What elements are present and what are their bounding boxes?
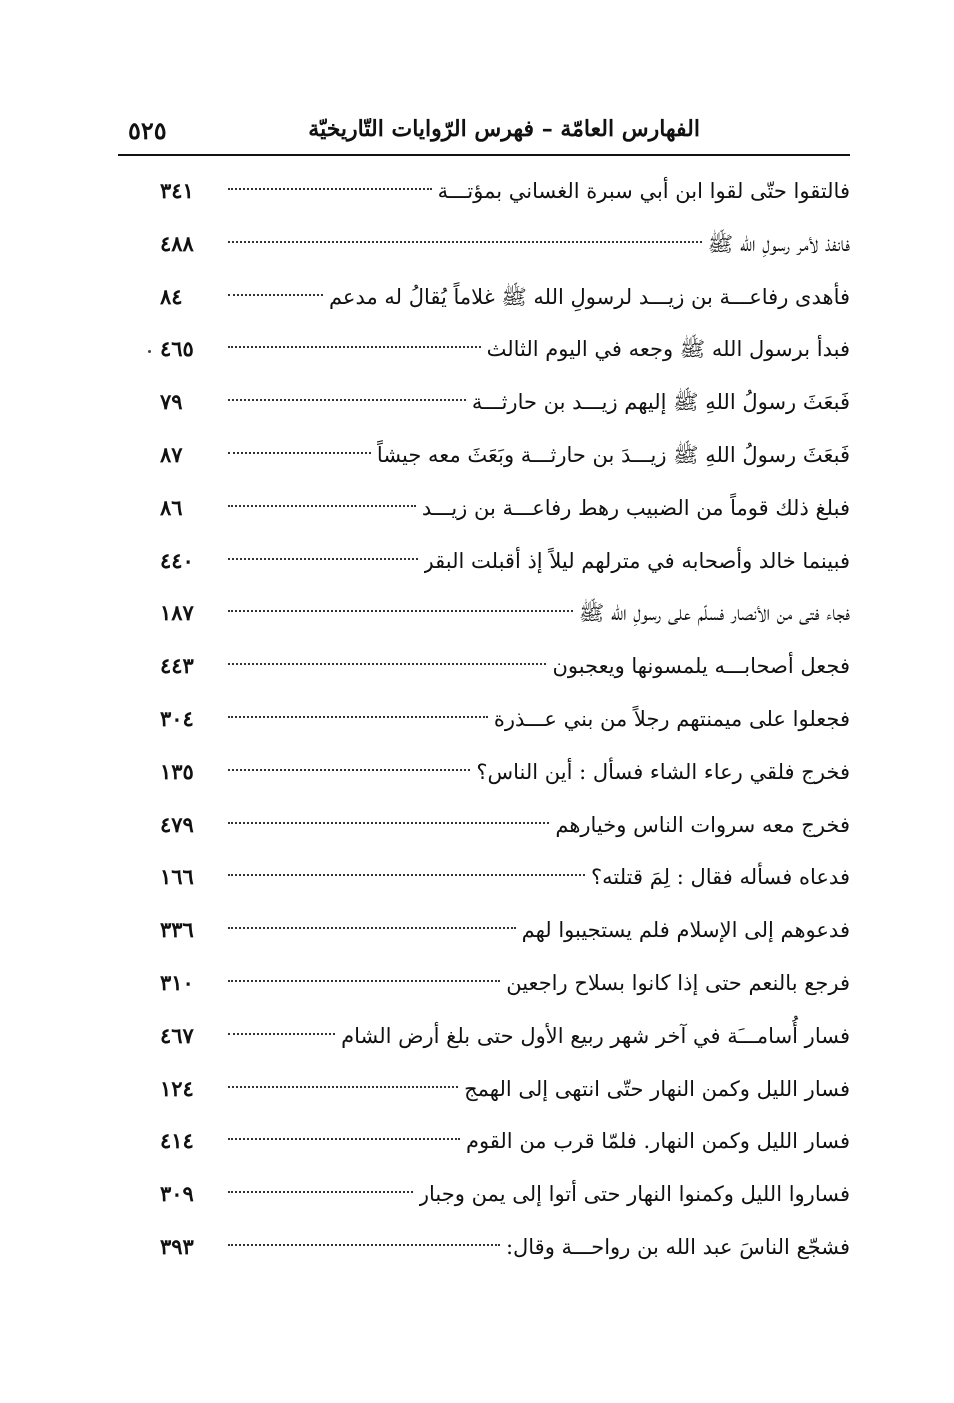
index-entry-page: ٤١٤	[160, 1128, 194, 1154]
index-entry-page: ٣١٠	[160, 969, 194, 995]
dot-leader	[228, 663, 546, 665]
index-entry-text: فَبعَثَ رسولُ اللهِ ﷺ إليهم زيـــد بن حارثـــة	[471, 390, 850, 415]
dot-leader	[228, 1033, 335, 1035]
index-entry	[160, 323, 850, 376]
index-entry	[160, 271, 850, 324]
index-entry	[160, 1063, 850, 1116]
index-entry	[160, 482, 850, 535]
index-entry-page: ١٣٥	[160, 758, 194, 784]
index-entry	[160, 1168, 850, 1221]
index-entry-text: فسار الليل وكمن النهار. فلمّا قرب من القوم	[465, 1129, 850, 1154]
index-entry-page: ١٦٦	[160, 864, 194, 890]
index-entry	[160, 165, 850, 218]
index-entry-page: ٤٨٨	[160, 230, 194, 256]
index-entry	[160, 1010, 850, 1063]
index-entry-page: ١٢٤	[160, 1075, 194, 1101]
dot-leader	[228, 294, 323, 296]
dot-leader	[228, 505, 416, 507]
dot-leader	[228, 822, 549, 824]
dot-leader	[228, 610, 573, 612]
index-entry-page: ٣٠٩	[160, 1181, 194, 1207]
dot-leader	[228, 980, 500, 982]
index-entry-page: ٨٧	[160, 441, 183, 467]
index-entry	[160, 851, 850, 904]
index-entry-text: فخرج معه سروات الناس وخيارهم	[555, 812, 850, 837]
index-entry	[160, 693, 850, 746]
dot-leader	[228, 452, 371, 454]
header-divider	[118, 154, 850, 156]
index-entry	[160, 957, 850, 1010]
index-entry	[160, 587, 850, 640]
index-entry-page: ٧٩	[160, 389, 183, 415]
index-entry-text: فانفذ لأمر رسولِ الله ﷺ	[707, 231, 850, 256]
running-header	[118, 112, 850, 154]
index-entry-text: فجعلوا على ميمنتهم رجلاً من بني عـــذرة	[493, 706, 850, 731]
index-entry-page: ٣٩٣	[160, 1233, 194, 1259]
index-entry-page: ٣٤١	[160, 178, 194, 203]
index-entry	[160, 1115, 850, 1168]
index-entries-list	[160, 165, 850, 1274]
dot-leader	[228, 188, 432, 190]
index-entry-page: ٣٠٤	[160, 705, 194, 731]
dot-leader	[228, 1191, 413, 1193]
index-entry-text: فأهدى رفاعـــة بن زيـــد لرسولِ الله ﷺ غلاماً يُقالُ له مدعم	[328, 284, 850, 309]
index-entry	[160, 218, 850, 271]
index-entry	[160, 640, 850, 693]
index-entry	[160, 429, 850, 482]
index-entry	[160, 1221, 850, 1274]
index-entry-text: فجاء فتى من الأنصار فسلّم على رسولِ الله ﷺ	[578, 601, 850, 626]
index-entry	[160, 746, 850, 799]
index-entry	[160, 376, 850, 429]
dot-leader	[228, 1138, 460, 1140]
index-entry	[160, 535, 850, 588]
dot-leader	[228, 1086, 458, 1088]
index-entry	[160, 904, 850, 957]
index-entry-text: فدعوهم إلى الإسلام فلم يستجيبوا لهم	[521, 918, 850, 943]
index-entry-text: فَبعَثَ رسولُ اللهِ ﷺ زيـــدَ بن حارثـــة وبَعَثَ معه جيشاً	[376, 442, 850, 467]
index-entry-text: فرجع بالنعم حتى إذا كانوا بسلاح راجعين	[506, 970, 850, 995]
dot-leader	[228, 769, 470, 771]
index-entry-page: ٣٣٦	[160, 917, 194, 943]
index-entry-page: ٤٧٩	[160, 811, 194, 837]
index-entry-page: ٨٤	[160, 283, 183, 309]
index-entry-page: ٤٤٣	[160, 653, 194, 679]
dot-leader	[228, 399, 466, 401]
page-number: ٥٢٥	[128, 116, 167, 145]
index-entry-page: ١٨٧	[160, 600, 194, 626]
index-entry-text: فشجّع الناسَ عبد الله بن رواحـــة وقال:	[505, 1234, 850, 1259]
index-entry-text: فسار أُسامـــَة في آخر شهر ربيع الأول حتى بلغ أرض الشام	[341, 1023, 850, 1048]
index-entry-page: ٤٤٠	[160, 547, 194, 573]
dot-leader	[228, 346, 481, 348]
index-entry-text: فخرج فلقي رعاء الشاء فسأل : أين الناس؟	[476, 759, 850, 784]
index-entry-text: فبدأ برسول الله ﷺ وجعه في اليوم الثالث	[486, 337, 850, 362]
index-entry-page: ٤٦٥	[160, 336, 194, 362]
index-entry-text: فسار الليل وكمن النهار حتّى انتهى إلى الهمج	[464, 1076, 850, 1101]
index-entry-page: ٨٦	[160, 494, 183, 520]
index-entry-page: ٤٦٧	[160, 1022, 194, 1048]
running-header-title: الفهارس العامّة – فهرس الرّوايات التّاريخيّة	[308, 116, 700, 142]
index-entry-text: فدعاه فسأله فقال : لِمَ قتلته؟	[590, 865, 850, 890]
index-entry-text: فالتقوا حتّى لقوا ابن أبي سبرة الغساني بمؤتـــة	[437, 179, 850, 203]
dot-leader	[228, 716, 488, 718]
dot-leader	[228, 1244, 500, 1246]
index-entry-text: فبلغ ذلك قوماً من الضبيب رهط رفاعـــة بن زيـــد	[421, 495, 850, 520]
dot-leader	[228, 241, 702, 243]
dot-leader	[228, 558, 418, 560]
dot-leader	[228, 874, 585, 876]
index-entry-text: فساروا الليل وكمنوا النهار حتى أتوا إلى يمن وجبار	[418, 1182, 850, 1207]
index-entry-text: فبينما خالد وأصحابه في مترلهم ليلاً إذ أقبلت البقر	[423, 548, 850, 573]
dot-leader	[228, 927, 516, 929]
index-entry-text: فجعل أصحابـــه يلمسونها ويعجبون	[552, 654, 850, 679]
index-entry	[160, 799, 850, 852]
stray-mark	[148, 350, 151, 353]
